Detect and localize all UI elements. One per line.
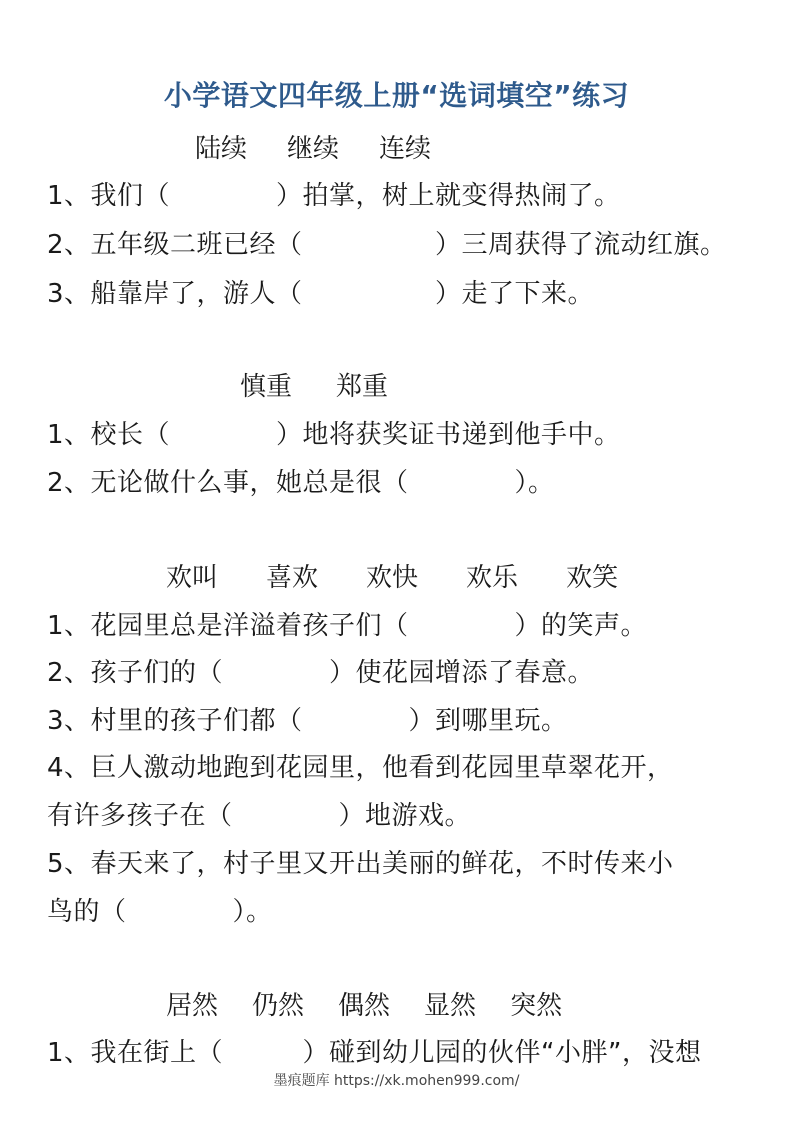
word-bank-3: [166, 557, 618, 594]
page-title: 小学语文四年级上册“选词填空”练习: [163, 79, 630, 112]
word-bank-1: [195, 128, 431, 165]
question-line: 1、我们（ ）拍掌，树上就变得热闹了。: [47, 181, 621, 211]
word-option: 继续: [287, 134, 340, 164]
question-line: 2、五年级二班已经（ ）三周获得了流动红旗。: [47, 230, 727, 260]
footer-url[interactable]: 墨痕题库 https://xk.mohen999.com/: [273, 1073, 520, 1089]
word-option: 欢叫: [166, 563, 219, 593]
question-line: 1、花园里总是洋溢着孩子们（ ）的笑声。: [47, 611, 648, 641]
question-line: 3、村里的孩子们都（ ）到哪里玩。: [47, 706, 568, 736]
question-line: 1、我在街上（ ）碰到幼儿园的伙伴“小胖”，没想: [47, 1038, 702, 1068]
word-option: 突然: [510, 991, 563, 1021]
word-bank-2: [240, 366, 388, 403]
word-option: 欢快: [366, 563, 419, 593]
word-option: 喜欢: [266, 563, 319, 593]
word-option: 显然: [424, 991, 477, 1021]
word-option: 欢笑: [566, 563, 619, 593]
question-line: 鸟的（ ）。: [47, 897, 273, 927]
question-line: 3、船靠岸了，游人（ ）走了下来。: [47, 279, 595, 309]
question-line: 5、春天来了，村子里又开出美丽的鲜花，不时传来小: [47, 849, 674, 879]
question-line: 有许多孩子在（ ）地游戏。: [47, 801, 472, 831]
question-line: 2、孩子们的（ ）使花园增添了春意。: [47, 658, 595, 688]
word-option: 陆续: [195, 134, 248, 164]
word-option: 欢乐: [466, 563, 519, 593]
word-option: 仍然: [252, 991, 305, 1021]
word-option: 郑重: [336, 372, 389, 402]
word-option: 偶然: [338, 991, 391, 1021]
word-option: 居然: [166, 991, 219, 1021]
question-line: 1、校长（ ）地将获奖证书递到他手中。: [47, 420, 621, 450]
word-option: 连续: [379, 134, 432, 164]
question-line: 4、巨人激动地跑到花园里，他看到花园里草翠花开，: [47, 753, 674, 783]
word-option: 慎重: [240, 372, 293, 402]
question-line: 2、无论做什么事，她总是很（ ）。: [47, 468, 555, 498]
word-bank-4: [166, 985, 562, 1022]
